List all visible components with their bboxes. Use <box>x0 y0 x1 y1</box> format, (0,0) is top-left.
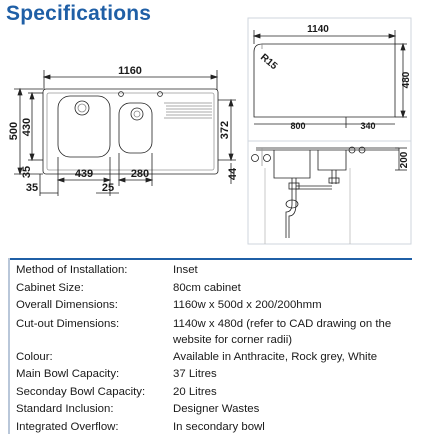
spec-label: Main Bowl Capacity: <box>16 368 120 380</box>
specifications-table <box>16 262 416 436</box>
spec-value: Inset <box>173 264 198 276</box>
dim-front-height-outer: 500 <box>8 121 20 141</box>
spec-value: 1140w x 480d (refer to CAD drawing on the website for corner radii) <box>173 317 392 346</box>
spec-value: In secondary bowl <box>173 420 265 433</box>
spec-row-integrated-overflow <box>16 419 416 436</box>
dim-left-offset: 35 <box>25 182 39 194</box>
front-view-drawing <box>14 70 236 196</box>
spec-label: Method of Installation: <box>16 264 128 276</box>
spec-row-colour <box>16 349 416 367</box>
spec-value: 1160w x 500d x 200/200hmm <box>173 299 322 311</box>
spec-row-installation <box>16 262 416 280</box>
spec-row-secondary-bowl-capacity <box>16 384 416 402</box>
dim-corner-radius: R15 <box>258 51 280 73</box>
dim-secondary-bowl: 280 <box>130 168 150 180</box>
dim-cutout-bottom-b: 340 <box>360 121 376 131</box>
section-divider <box>8 258 412 260</box>
cutout-view-drawing <box>248 18 411 244</box>
spec-label: Cut-out Dimensions: <box>16 317 120 330</box>
spec-value: 37 Litres <box>173 368 217 380</box>
dim-cutout-width: 1140 <box>307 24 329 35</box>
spec-label: Cabinet Size: <box>16 281 84 294</box>
spec-row-standard-inclusion <box>16 401 416 419</box>
spec-label: Overall Dimensions: <box>16 299 118 311</box>
spec-label: Colour: <box>16 350 53 363</box>
spec-label: Standard Inclusion: <box>16 403 114 415</box>
dim-cutout-bottom-a: 800 <box>290 121 306 131</box>
spec-value: Available in Anthracite, Rock grey, White <box>173 350 378 363</box>
dim-side-depth: 200 <box>399 151 410 169</box>
dim-front-height-inner: 430 <box>21 117 33 137</box>
spec-row-cabinet-size <box>16 280 416 298</box>
dim-right: 44 <box>227 167 239 181</box>
table-left-border <box>8 258 10 434</box>
spec-value: Designer Wastes <box>173 403 260 415</box>
dim-drainer-height: 372 <box>219 120 231 140</box>
spec-label: Integrated Overflow: <box>16 420 119 433</box>
spec-row-overall-dimensions <box>16 297 416 315</box>
dim-front-width: 1160 <box>118 65 142 77</box>
dim-bottom-left: 35 <box>21 165 33 179</box>
dim-gap: 25 <box>101 182 115 194</box>
side-view-drawing <box>252 147 408 244</box>
page-title: Specifications <box>6 2 152 25</box>
spec-value: 80cm cabinet <box>173 281 241 294</box>
dim-cutout-height: 480 <box>401 71 412 89</box>
spec-value: 20 Litres <box>173 385 217 398</box>
spec-row-main-bowl-capacity <box>16 366 416 384</box>
dim-main-bowl: 439 <box>74 168 94 180</box>
spec-row-cutout-dimensions <box>16 315 416 349</box>
spec-label: Seconday Bowl Capacity: <box>16 385 146 398</box>
